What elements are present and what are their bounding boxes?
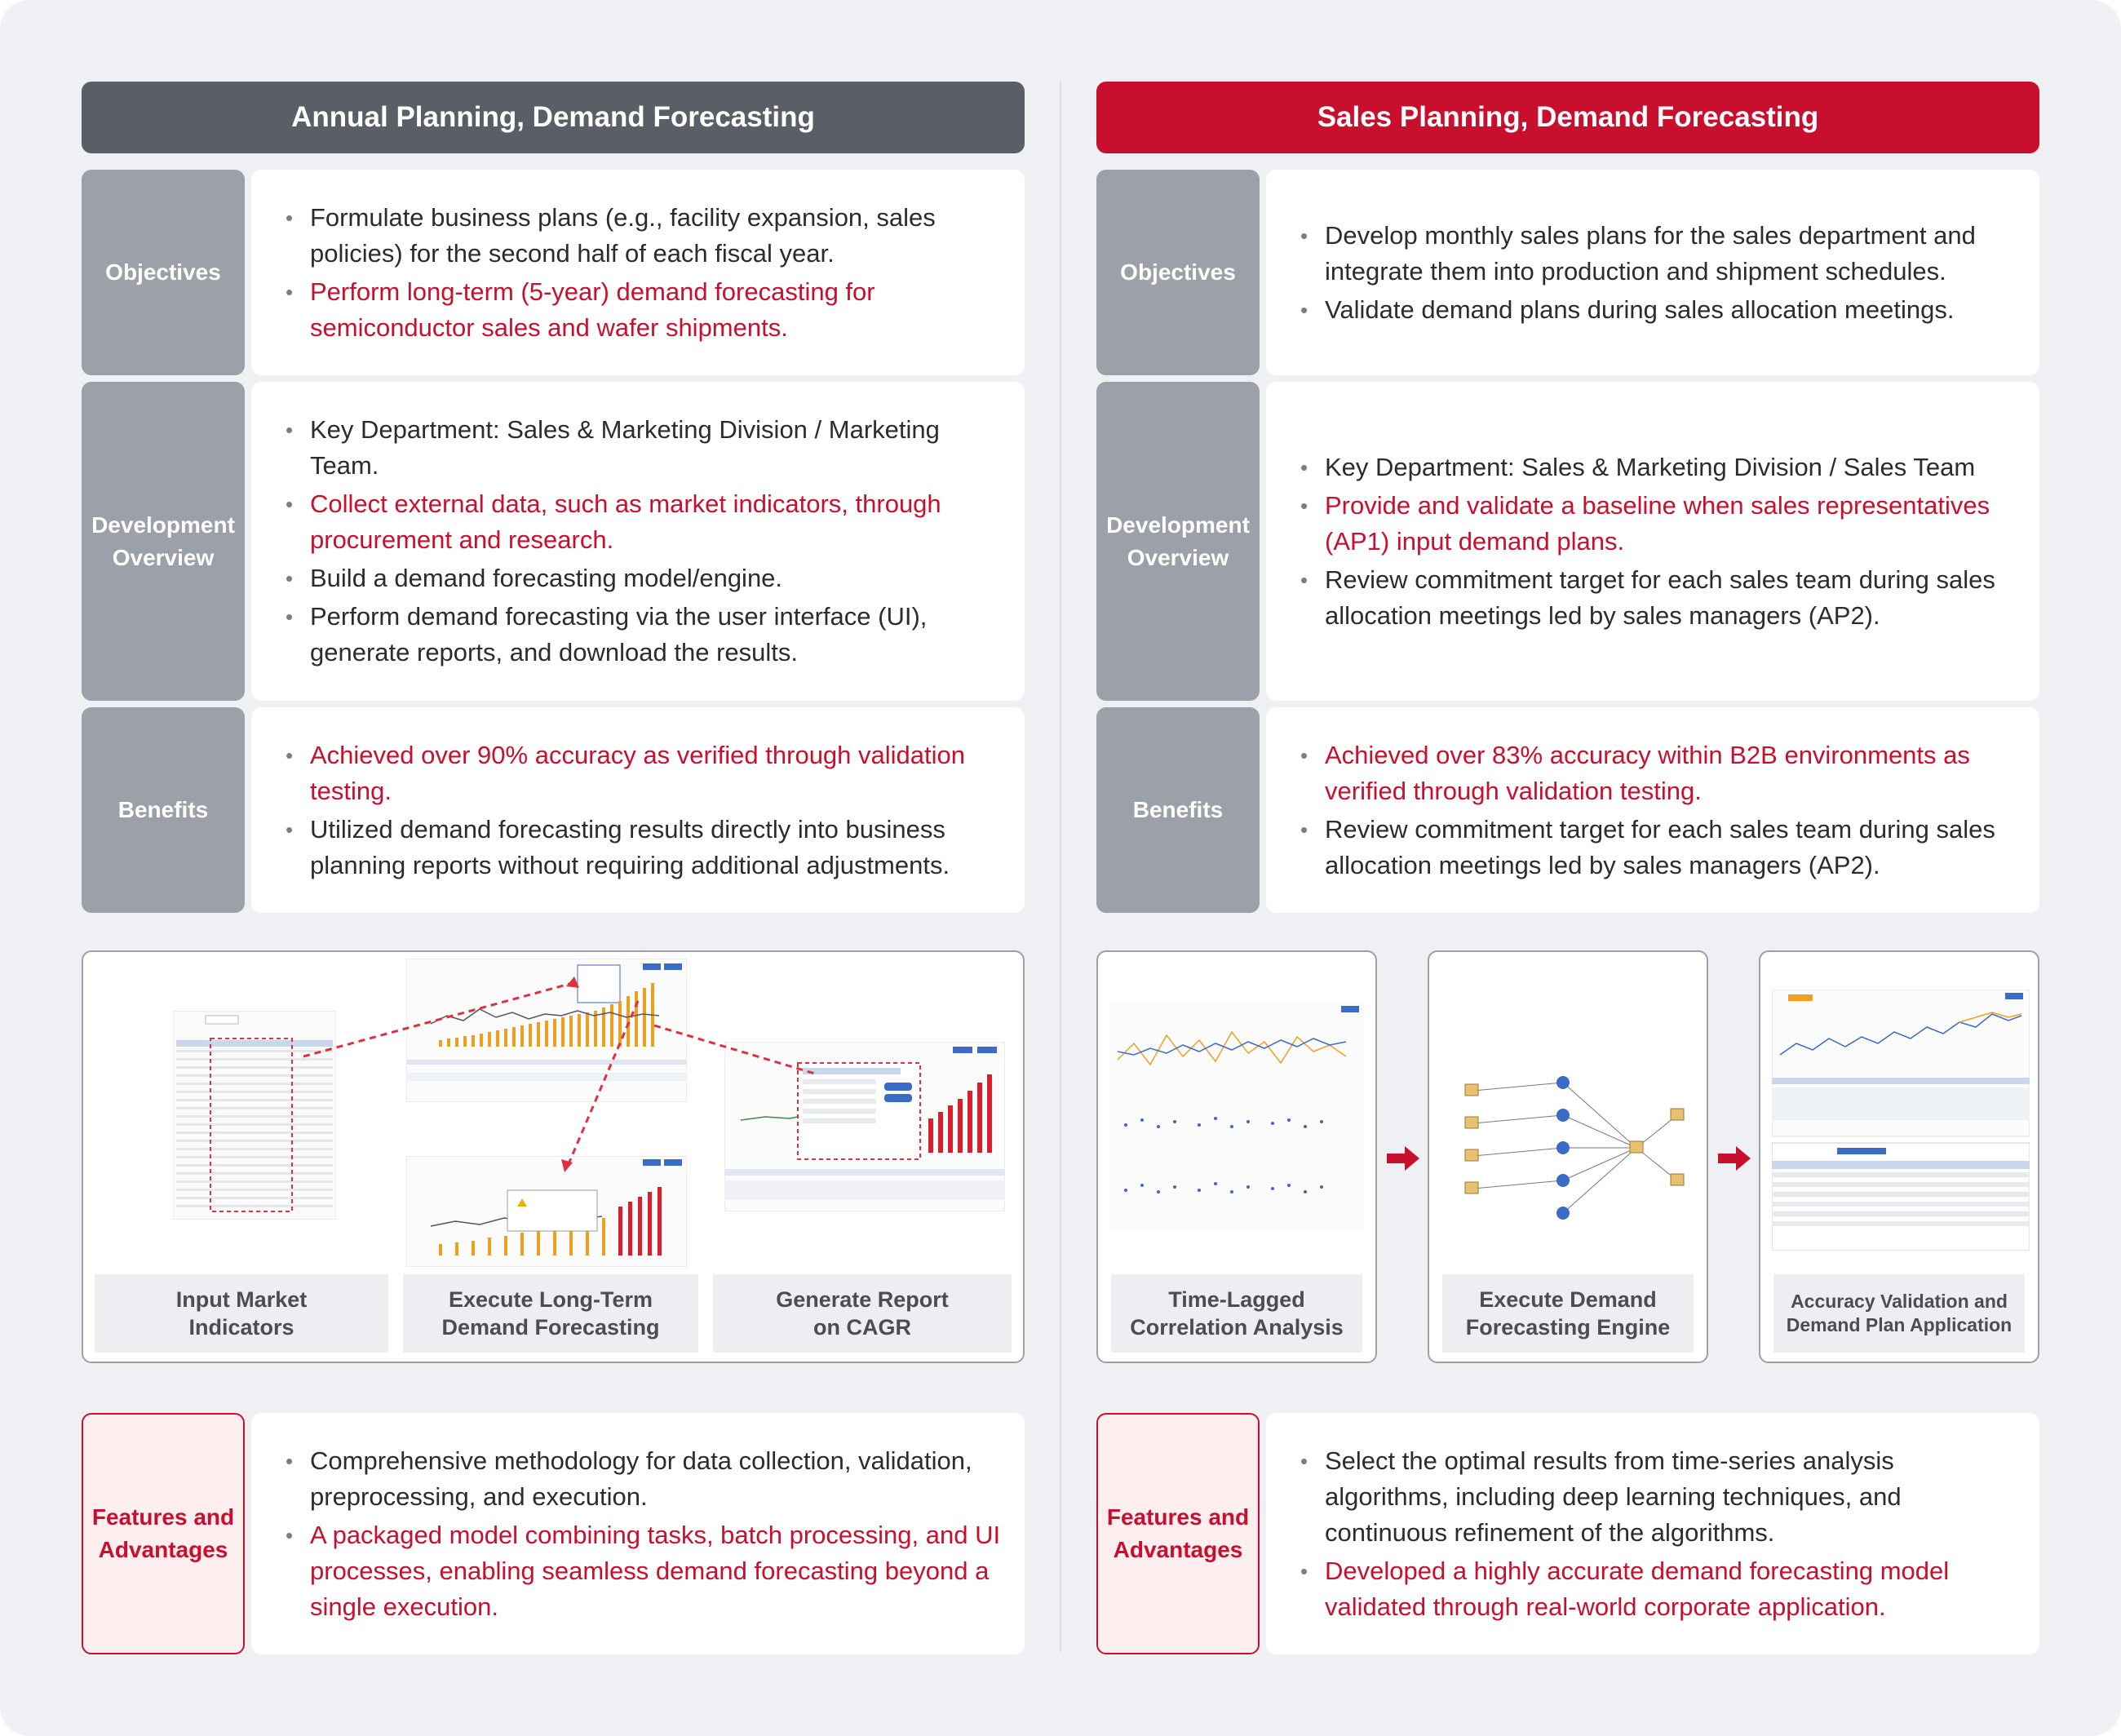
benefits-content <box>1266 707 2039 913</box>
correlation-chart-image <box>1109 1003 1364 1231</box>
list-item: • Review commitment target for each sales team during sales allocation meetings led by sales managers (AP2). <box>1299 562 2017 634</box>
benefits-label: Benefits <box>82 707 245 913</box>
list-item: • A packaged model combining tasks, batch processing, and UI processes, enabling seamless demand forecasting beyond a single execution. <box>284 1517 1002 1625</box>
arrow-right-icon <box>1718 1146 1751 1171</box>
correlation-analysis-card <box>1096 950 1377 1363</box>
step-caption: Execute Demand Forecasting Engine <box>1442 1274 1694 1353</box>
features-row <box>82 1413 1025 1654</box>
step-caption: Time-Lagged Correlation Analysis <box>1111 1274 1362 1353</box>
list-item: • Key Department: Sales & Marketing Division / Marketing Team. <box>284 412 1002 484</box>
objectives-row <box>1096 170 2039 375</box>
development-content <box>251 382 1025 701</box>
development-content <box>1266 382 2039 701</box>
features-content <box>251 1413 1025 1654</box>
list-item: • Collect external data, such as market indicators, through procurement and research. <box>284 486 1002 558</box>
arrow-right-icon <box>1387 1146 1419 1171</box>
development-row <box>1096 382 2039 701</box>
accuracy-validation-card <box>1759 950 2039 1363</box>
list-item: • Provide and validate a baseline when sales representatives (AP1) input demand plans. <box>1299 488 2017 560</box>
list-item: • Utilized demand forecasting results directly into business planning reports without requiring additional adjustments. <box>284 812 1002 884</box>
list-item: • Develop monthly sales plans for the sales department and integrate them into production and shipment schedules. <box>1299 218 2017 290</box>
list-item: • Select the optimal results from time-series analysis algorithms, including deep learning techniques, and continuous refinement of the algorithms. <box>1299 1443 2017 1551</box>
list-item: • Perform demand forecasting via the user interface (UI), generate reports, and download the results. <box>284 599 1002 671</box>
list-item: • Build a demand forecasting model/engine. <box>284 560 1002 596</box>
list-item: • Comprehensive methodology for data collection, validation, preprocessing, and execution. <box>284 1443 1002 1515</box>
list-item: • Key Department: Sales & Marketing Division / Sales Team <box>1299 450 2017 485</box>
step-caption: Input Market Indicators <box>95 1274 388 1353</box>
objectives-content <box>251 170 1025 375</box>
development-label: Development Overview <box>1096 382 1260 701</box>
development-row <box>82 382 1025 701</box>
features-label: Features and Advantages <box>82 1413 245 1654</box>
flow-connectors <box>83 952 1023 1278</box>
forecasting-engine-card <box>1428 950 1708 1363</box>
column-header: Sales Planning, Demand Forecasting <box>1096 82 2039 153</box>
process-screenshots-panel <box>82 950 1025 1363</box>
benefits-row <box>82 707 1025 913</box>
list-item: • Perform long-term (5-year) demand forecasting for semiconductor sales and wafer shipments. <box>284 274 1002 346</box>
step-caption: Accuracy Validation and Demand Plan Application <box>1773 1274 2025 1353</box>
list-item: • Review commitment target for each sales team during sales allocation meetings led by sales managers (AP2). <box>1299 812 2017 884</box>
list-item: • Validate demand plans during sales allocation meetings. <box>1299 292 2017 328</box>
objectives-label: Objectives <box>1096 170 1260 375</box>
objectives-label: Objectives <box>82 170 245 375</box>
list-item: • Achieved over 90% accuracy as verified through validation testing. <box>284 737 1002 809</box>
step-caption: Execute Long-Term Demand Forecasting <box>403 1274 698 1353</box>
column-divider <box>1060 82 1061 1652</box>
benefits-label: Benefits <box>1096 707 1260 913</box>
step-caption: Generate Report on CAGR <box>713 1274 1012 1353</box>
objectives-content <box>1266 170 2039 375</box>
development-label: Development Overview <box>82 382 245 701</box>
engine-diagram-image <box>1441 1058 1695 1238</box>
benefits-row <box>1096 707 2039 913</box>
list-item: • Achieved over 83% accuracy within B2B environments as verified through validation testing. <box>1299 737 2017 809</box>
features-content <box>1266 1413 2039 1654</box>
list-item: • Developed a highly accurate demand forecasting model validated through real-world corporate application. <box>1299 1553 2017 1625</box>
list-item: • Formulate business plans (e.g., facility expansion, sales policies) for the second half of each fiscal year. <box>284 200 1002 272</box>
features-row <box>1096 1413 2039 1654</box>
objectives-row <box>82 170 1025 375</box>
features-label: Features and Advantages <box>1096 1413 1260 1654</box>
validation-table-image <box>1772 990 2030 1251</box>
benefits-content <box>251 707 1025 913</box>
column-header: Annual Planning, Demand Forecasting <box>82 82 1025 153</box>
